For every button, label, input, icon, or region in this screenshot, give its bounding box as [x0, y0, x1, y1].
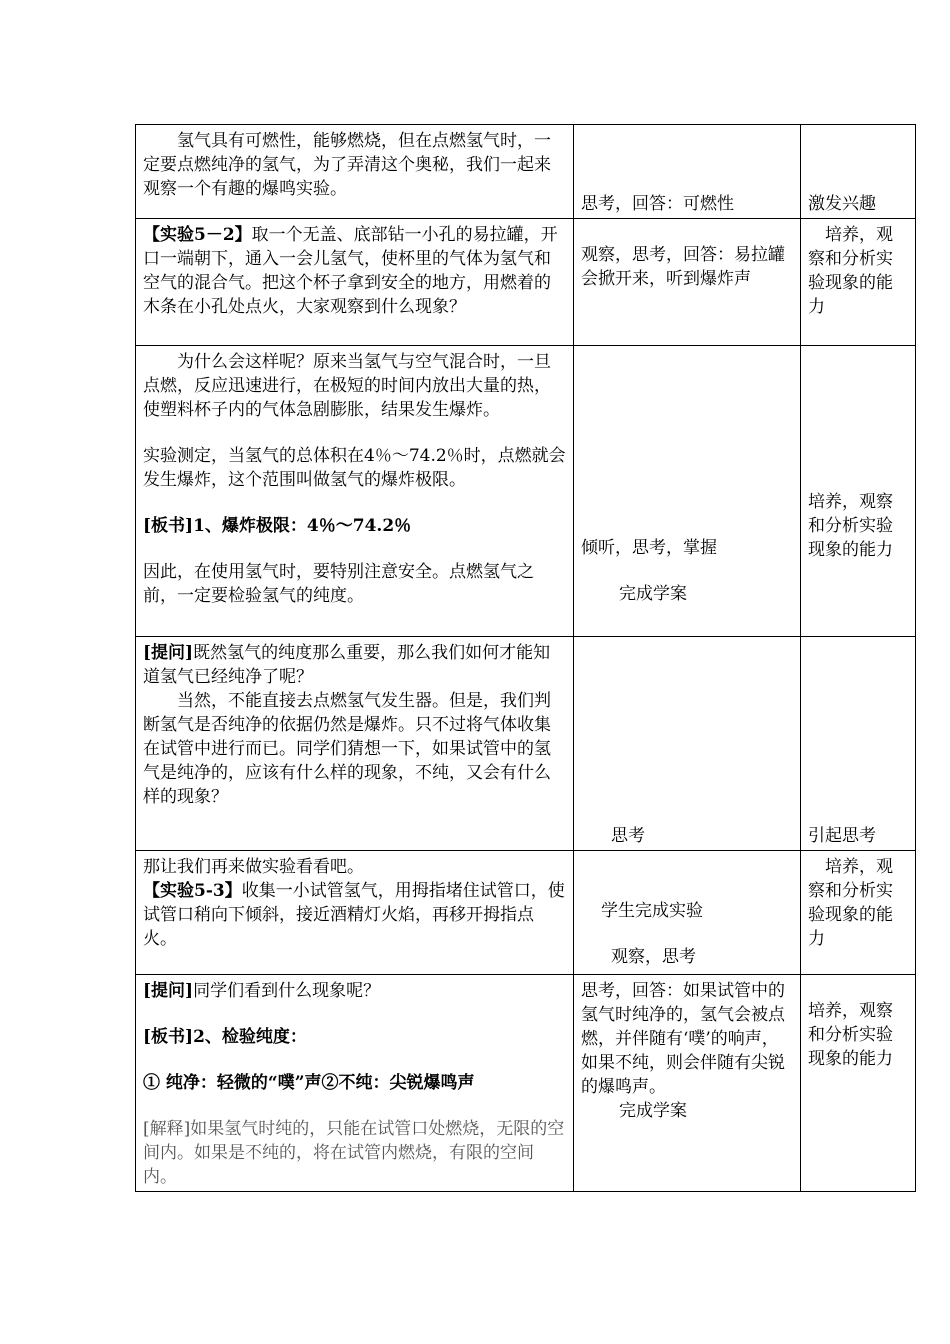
intent-text: 培养，观察和分析实验现象的能力 — [808, 857, 893, 949]
teacher-text-body: 收集一小试管氢气，用拇指堵住试管口，使试管口稍向下倾斜，接近酒精灯火焰，再移开拇指点火。 — [143, 881, 565, 949]
intent-text: 培养，观察和分析实验现象的能力 — [808, 492, 893, 560]
teacher-text-body: 取一个无盖、底部钻一小孔的易拉罐，开口一端朝下，通入一会儿氢气，使杯里的气体为氢气和空气的混合气。把这个杯子拿到安全的地方，用燃着的木条在小孔处点火，大家观察到什么现象？ — [143, 225, 558, 317]
table-row — [136, 851, 916, 975]
student-activity-cell — [574, 346, 801, 637]
student-activity-cell — [574, 637, 801, 851]
lesson-plan-table — [135, 124, 916, 1192]
teacher-text-body: 同学们看到什么现象呢？ — [193, 981, 381, 1001]
design-intent-cell — [801, 219, 916, 346]
intent-text: 培养，观察和分析实验现象的能力 — [808, 225, 893, 317]
student-text: 倾听，思考，掌握 — [581, 538, 717, 558]
student-text: 思考，回答：可燃性 — [581, 194, 734, 214]
student-text: 观察，思考，回答：易拉罐会掀开来，听到爆炸声 — [581, 245, 785, 289]
teacher-text: 当然，不能直接去点燃氢气发生器。但是，我们判断氢气是否纯净的依据仍然是爆炸。只不过将气体收集在试管中进行而已。同学们猜想一下，如果试管中的氢气是纯净的，应该有什么样的现象，不纯，又会有什么样的现象？ — [143, 691, 551, 807]
teacher-text — [143, 223, 566, 319]
question-label: [提问] — [143, 643, 194, 663]
student-text: 学生完成实验 — [601, 901, 703, 921]
design-intent-cell — [801, 851, 916, 975]
teacher-text: 为什么会这样呢？原来当氢气与空气混合时，一旦点燃，反应迅速进行，在极短的时间内放出大量的热，使塑料杯子内的气体急剧膨胀，结果发生爆炸。 — [143, 352, 551, 420]
design-intent-cell — [801, 346, 916, 637]
student-text: 完成学案 — [619, 584, 687, 604]
teacher-activity-cell — [136, 125, 574, 219]
student-activity-cell — [574, 851, 801, 975]
board-note: ① 纯净：轻微的“噗”声②不纯：尖锐爆鸣声 — [143, 1073, 475, 1093]
teacher-text: 那让我们再来做实验看看吧。 — [143, 857, 364, 877]
explanation-body: 如果氢气时纯的，只能在试管口处燃烧，无限的空间内。如果是不纯的，将在试管内燃烧，有限的空间内。 — [143, 1119, 565, 1187]
teacher-activity-cell — [136, 851, 574, 975]
student-text: 思考 — [611, 826, 645, 846]
teacher-text-body: 既然氢气的纯度那么重要，那么我们如何才能知道氢气已经纯净了呢？ — [143, 643, 551, 687]
teacher-text: 实验测定，当氢气的总体积在4％～74.2％时，点燃就会发生爆炸，这个范围叫做氢气的爆炸极限。 — [143, 446, 566, 490]
intent-text: 引起思考 — [808, 826, 876, 846]
table-row — [136, 219, 916, 346]
board-note: [板书]2、检验纯度： — [143, 1027, 307, 1047]
design-intent-cell — [801, 975, 916, 1192]
table-row — [136, 125, 916, 219]
student-activity-cell — [574, 219, 801, 346]
teacher-activity-cell — [136, 637, 574, 851]
teacher-activity-cell — [136, 975, 574, 1192]
teacher-activity-cell — [136, 219, 574, 346]
board-note: [板书]1、爆炸极限：4％～74.2％ — [143, 516, 412, 536]
teacher-activity-cell — [136, 346, 574, 637]
table-row — [136, 975, 916, 1192]
table-row — [136, 637, 916, 851]
experiment-label: 【实验5－2】 — [143, 225, 252, 245]
explanation-text — [143, 1117, 566, 1189]
student-activity-cell — [574, 975, 801, 1192]
explanation-label: [解释] — [143, 1119, 191, 1139]
student-text: 观察，思考 — [611, 947, 696, 967]
table-row — [136, 346, 916, 637]
student-text: 完成学案 — [619, 1101, 687, 1121]
teacher-text: 氢气具有可燃性，能够燃烧，但在点燃氢气时，一定要点燃纯净的氢气，为了弄清这个奥秘，我们一起来观察一个有趣的爆鸣实验。 — [143, 131, 551, 199]
student-activity-cell — [574, 125, 801, 219]
design-intent-cell — [801, 125, 916, 219]
design-intent-cell — [801, 637, 916, 851]
intent-text: 激发兴趣 — [808, 194, 876, 214]
teacher-text: 因此，在使用氢气时，要特别注意安全。点燃氢气之前，一定要检验氢气的纯度。 — [143, 562, 534, 606]
teacher-text — [143, 879, 566, 951]
experiment-label: 【实验5-3】 — [143, 881, 242, 901]
teacher-text — [143, 641, 566, 689]
teacher-text — [143, 979, 566, 1003]
intent-text: 培养，观察和分析实验现象的能力 — [808, 1001, 893, 1069]
question-label: [提问] — [143, 981, 194, 1001]
student-text: 思考，回答：如果试管中的氢气时纯净的，氢气会被点燃，并伴随有‘噗’的响声，如果不纯，则会伴随有尖锐的爆鸣声。 — [581, 981, 785, 1097]
